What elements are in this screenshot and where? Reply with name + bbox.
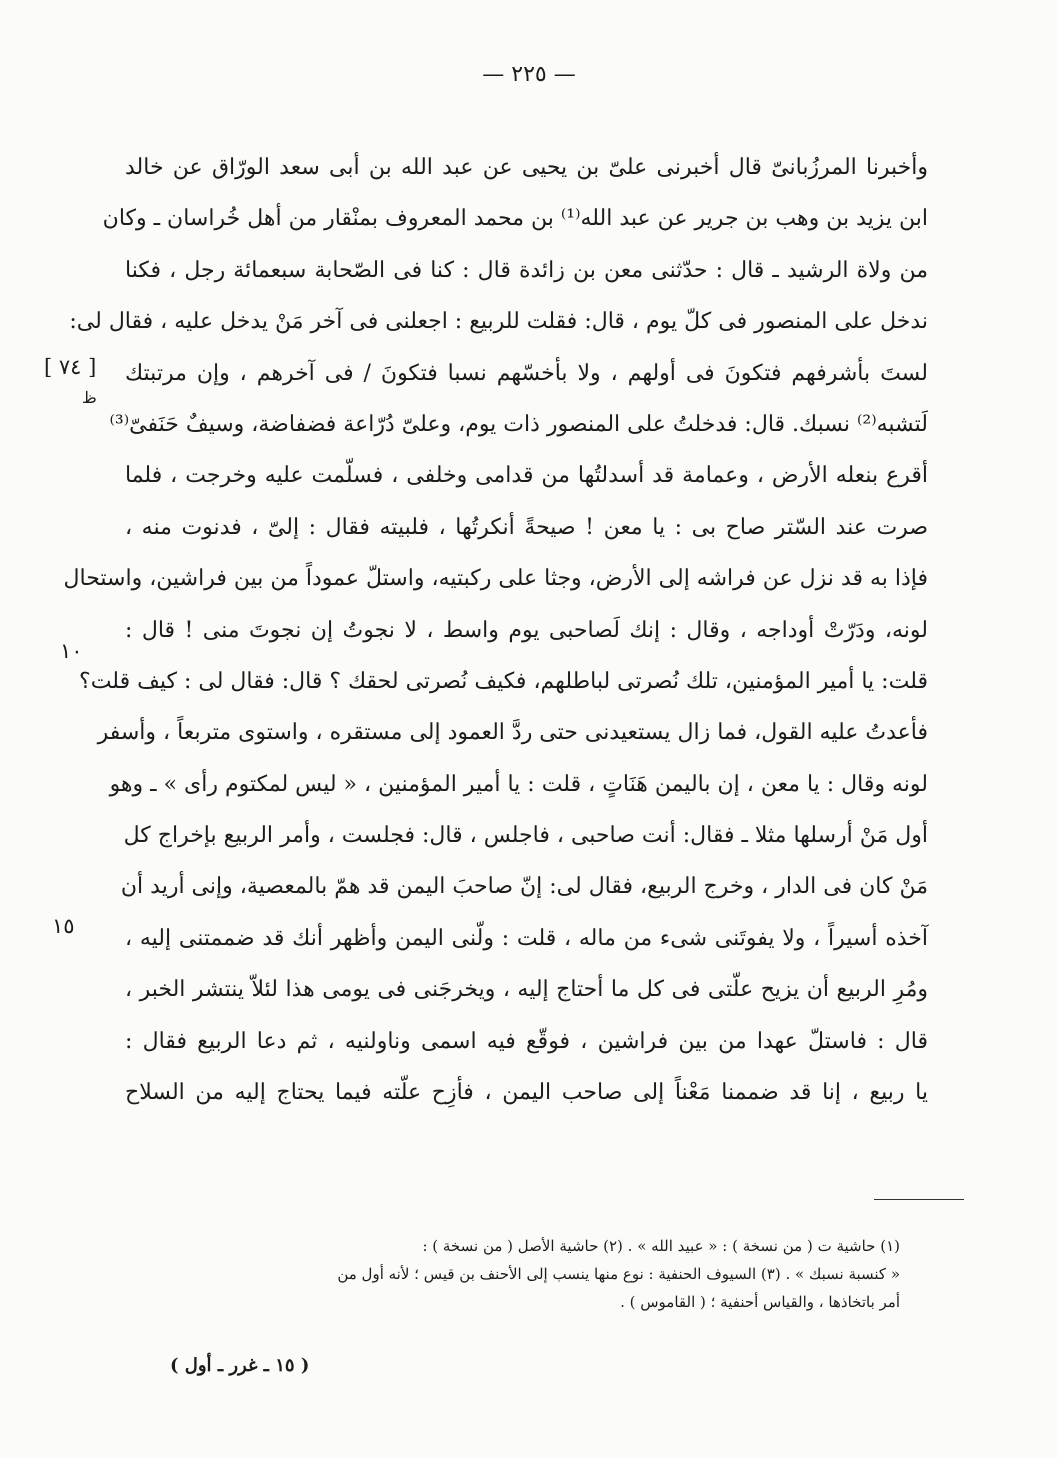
line-number-10: ١٠ bbox=[60, 639, 83, 663]
body-line: ابن يزيد بن وهب بن جرير عن عبد الله⁽¹⁾ بن محمد المعروف بمنْقار من أهل خُراسان ـ وكان bbox=[102, 206, 928, 232]
footnote-line: (١) حاشية ت ( من نسخة ) : « عبيد الله » . (٢) حاشية الأصل ( من نسخة ) : bbox=[422, 1237, 900, 1255]
body-line: قال : فاستلّ عهدا من بين فراشين ، فوقّع فيه اسمى وناولنيه ، ثم دعا الربيع فقال : bbox=[125, 1028, 928, 1054]
body-line: لونه وقال : يا معن ، إن باليمن هَنَاتٍ ، قلت : يا أمير المؤمنين ، « ليس لمكتوم رأى » ـ وهو bbox=[109, 771, 928, 797]
body-line: يا ربيع ، إنا قد ضممنا مَعْناً إلى صاحب اليمن ، فأزِح علّته فيما يحتاج إليه من السلاح bbox=[125, 1080, 928, 1106]
body-line: ومُرِ الربيع أن يزيح علّتى فى كل ما أحتاج إليه ، ويخرجَنى فى يومى هذا لئلاّ ينتشر الخبر ، bbox=[125, 977, 928, 1003]
folio-side-marker: ظ bbox=[82, 388, 97, 407]
body-line: فأعدتُ عليه القول، فما زال يستعيدنى حتى ردَّ العمود إلى مستقره ، واستوى متربعاً ، وأسفر bbox=[97, 720, 928, 746]
body-line: ندخل على المنصور فى كلّ يوم ، قال: فقلت للربيع : اجعلنى فى آخر مَنْ يدخل عليه ، فقال لى: bbox=[69, 309, 928, 335]
footnotes bbox=[140, 1232, 900, 1316]
page-number: — ٢٢٥ — bbox=[482, 62, 576, 87]
footnote-line: أمر باتخاذها ، والقياس أحنفية ؛ ( القاموس ) . bbox=[620, 1293, 900, 1311]
body-line: لستَ بأشرفهم فتكونَ فى أولهم ، ولا بأخسّهم نسبا فتكونَ / فى آخرهم ، وإن مرتبتك bbox=[125, 360, 928, 386]
footnote-line: « كنسبة نسبك » . (٣) السيوف الحنفية : نوع منها ينسب إلى الأحنف بن قيس ؛ لأنه أول من bbox=[337, 1265, 900, 1283]
body-line: صرت عند السّتر صاح بى : يا معن ! صيحةً أنكرتُها ، فلبيته فقال : إلىّ ، فدنوت منه ، bbox=[125, 514, 928, 540]
signature-mark: ( ١٥ ـ غرر ـ أول ) bbox=[170, 1355, 310, 1376]
body-line: آخذه أسيراً ، ولا يفوتَنى شىء من ماله ، قلت : ولّنى اليمن وأظهر أنك قد ضممتنى إليه ، bbox=[125, 925, 928, 951]
body-line: أقرع بنعله الأرض ، وعمامة قد أسدلتُها من قدامى وخلفى ، فسلّمت عليه وخرجت ، فلما bbox=[125, 463, 928, 489]
body-line: لونه، ودَرّتْ أوداجه ، وقال : إنك لَصاحبى يوم واسط ، لا نجوتُ إن نجوتَ منى ! قال : bbox=[125, 617, 928, 643]
body-line: لَتشبه⁽²⁾ نسبك. قال: فدخلتُ على المنصور ذات يوم، وعلىّ دُرّاعة فضفاضة، وسيفٌ حَنَفىّ⁽³⁾ bbox=[109, 411, 928, 437]
footnote-divider bbox=[874, 1199, 964, 1200]
folio-reference: [ ٧٤ ] bbox=[44, 355, 97, 379]
body-line: فإذا به قد نزل عن فراشه إلى الأرض، وجثا على ركبتيه، واستلّ عموداً من بين فراشين، واستحال bbox=[63, 566, 928, 592]
line-number-15: ١٥ bbox=[52, 914, 75, 938]
body-line: مَنْ كان فى الدار ، وخرج الربيع، فقال لى: إنّ صاحبَ اليمن قد همّ بالمعصية، وإنى أريد أن bbox=[120, 874, 928, 900]
body-line: أول مَنْ أرسلها مثلا ـ فقال: أنت صاحبى ، فاجلس ، قال: فجلست ، وأمر الربيع بإخراج كل bbox=[123, 823, 928, 849]
body-line: وأخبرنا المرزُبانىّ قال أخبرنى علىّ بن يحيى عن عبد الله بن أبى سعد الورّاق عن خالد bbox=[125, 155, 928, 180]
body-line: قلت: يا أمير المؤمنين، تلك نُصرتى لباطلهم، فكيف نُصرتى لحقك ؟ قال: فقال لى : كيف قلت؟ bbox=[79, 668, 928, 694]
body-line: من ولاة الرشيد ـ قال : حدّثنى معن بن زائدة قال : كنا فى الصّحابة سبعمائة رجل ، فكنا bbox=[125, 257, 928, 283]
